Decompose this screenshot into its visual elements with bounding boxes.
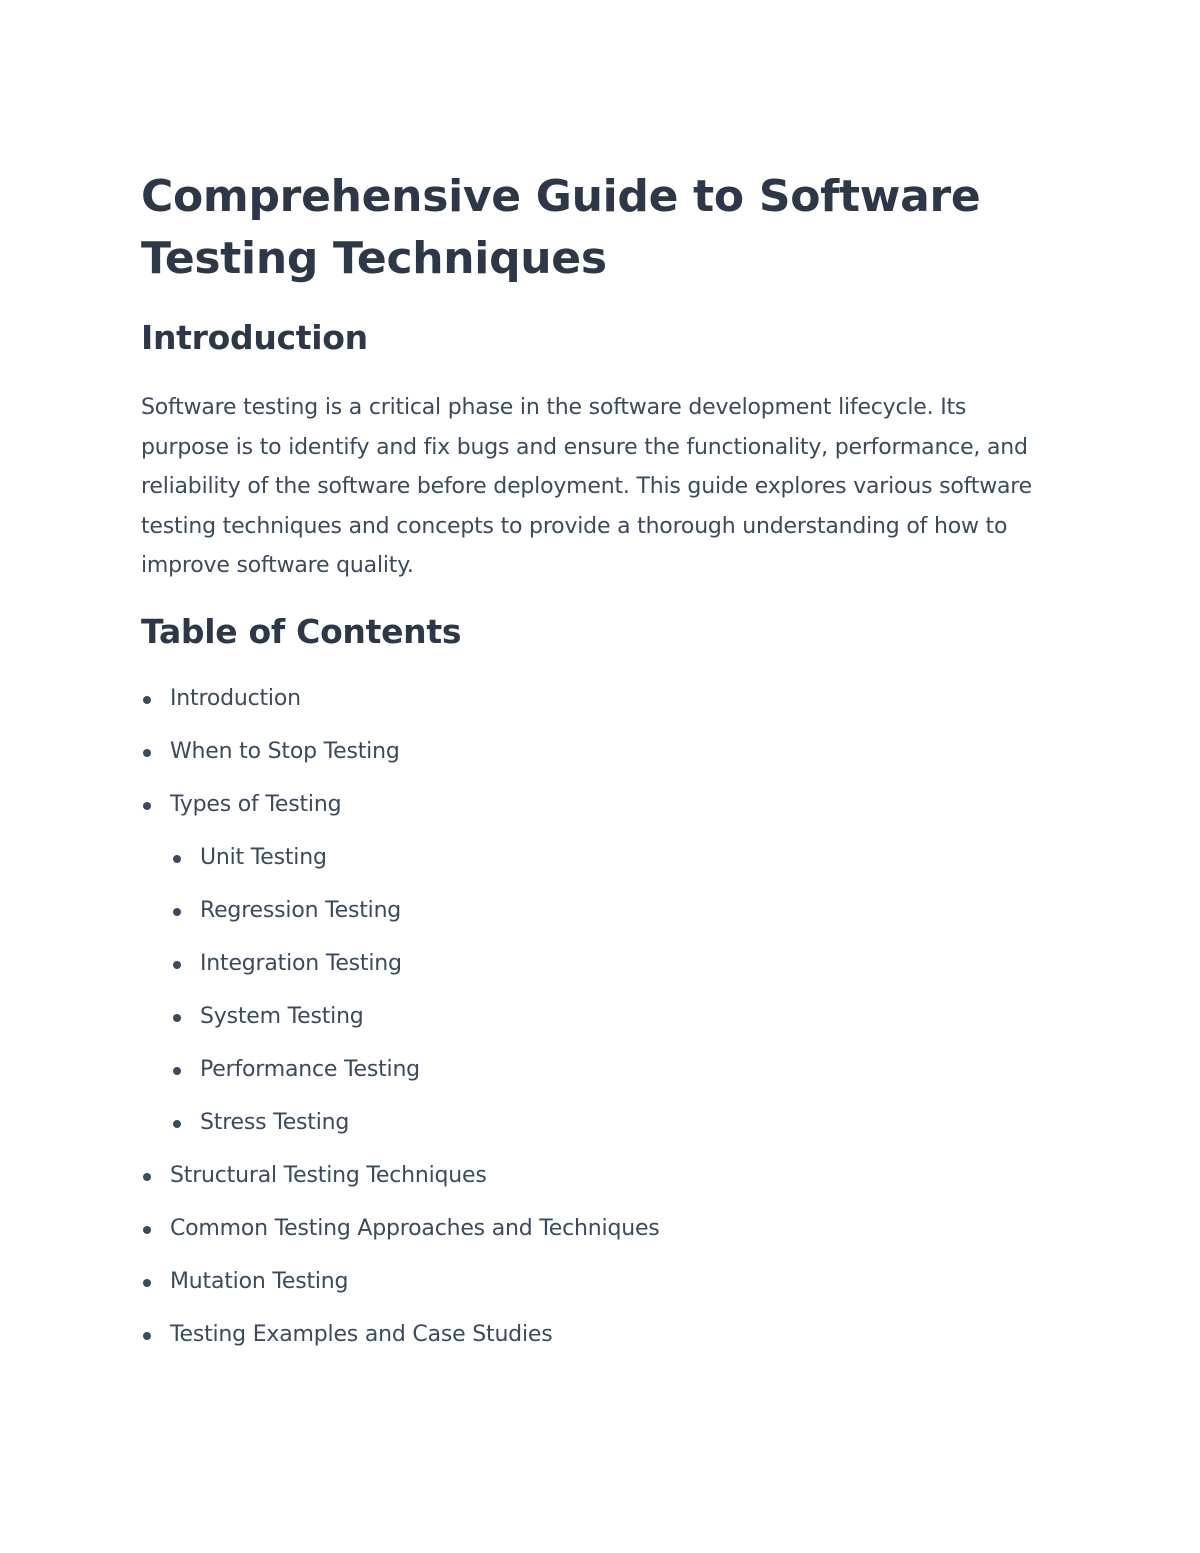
bullet-icon <box>143 749 151 757</box>
toc-link[interactable]: When to Stop Testing <box>170 739 400 764</box>
toc-item-testing-examples <box>141 1316 1041 1369</box>
toc-item-performance-testing <box>141 1051 1041 1104</box>
toc-link[interactable]: Mutation Testing <box>170 1269 349 1294</box>
bullet-icon <box>143 1226 151 1234</box>
bullet-icon <box>173 855 181 863</box>
toc-link[interactable]: Testing Examples and Case Studies <box>170 1322 553 1347</box>
introduction-heading: Introduction <box>141 318 368 357</box>
toc-item-unit-testing <box>141 839 1041 892</box>
toc-link[interactable]: Unit Testing <box>200 845 327 870</box>
introduction-paragraph: Software testing is a critical phase in the software development lifecycle. Its purpose is to identify and fix bugs and ensure the functionality, performance, and reliability of the software before deployment. This guide explores various software testing techniques and concepts to provide a thorough understanding of how to improve software quality. <box>141 395 1032 578</box>
toc-link[interactable]: Performance Testing <box>200 1057 420 1082</box>
toc-item-regression-testing <box>141 892 1041 945</box>
toc-item-mutation-testing <box>141 1263 1041 1316</box>
toc-link[interactable]: Introduction <box>170 686 301 711</box>
toc-item-when-to-stop-testing <box>141 733 1041 786</box>
bullet-icon <box>173 908 181 916</box>
bullet-icon <box>143 1279 151 1287</box>
bullet-icon <box>173 961 181 969</box>
bullet-icon <box>143 696 151 704</box>
toc-item-introduction <box>141 680 1041 733</box>
bullet-icon <box>143 1173 151 1181</box>
toc-link[interactable]: System Testing <box>200 1004 364 1029</box>
toc-link[interactable]: Stress Testing <box>200 1110 350 1135</box>
toc-item-structural-testing-techniques <box>141 1157 1041 1210</box>
toc-link[interactable]: Regression Testing <box>200 898 402 923</box>
toc-item-common-testing-approaches <box>141 1210 1041 1263</box>
page-title: Comprehensive Guide to Software Testing Techniques <box>141 171 981 284</box>
bullet-icon <box>143 802 151 810</box>
toc-item-integration-testing <box>141 945 1041 998</box>
toc-item-stress-testing <box>141 1104 1041 1157</box>
bullet-icon <box>173 1120 181 1128</box>
bullet-icon <box>143 1332 151 1340</box>
toc-link[interactable]: Types of Testing <box>170 792 342 817</box>
toc-link[interactable]: Integration Testing <box>200 951 402 976</box>
table-of-contents-list <box>141 680 1041 1369</box>
bullet-icon <box>173 1014 181 1022</box>
bullet-icon <box>173 1067 181 1075</box>
toc-item-types-of-testing <box>141 786 1041 839</box>
toc-link[interactable]: Structural Testing Techniques <box>170 1163 487 1188</box>
toc-link[interactable]: Common Testing Approaches and Techniques <box>170 1216 660 1241</box>
table-of-contents-heading: Table of Contents <box>141 612 462 651</box>
toc-item-system-testing <box>141 998 1041 1051</box>
